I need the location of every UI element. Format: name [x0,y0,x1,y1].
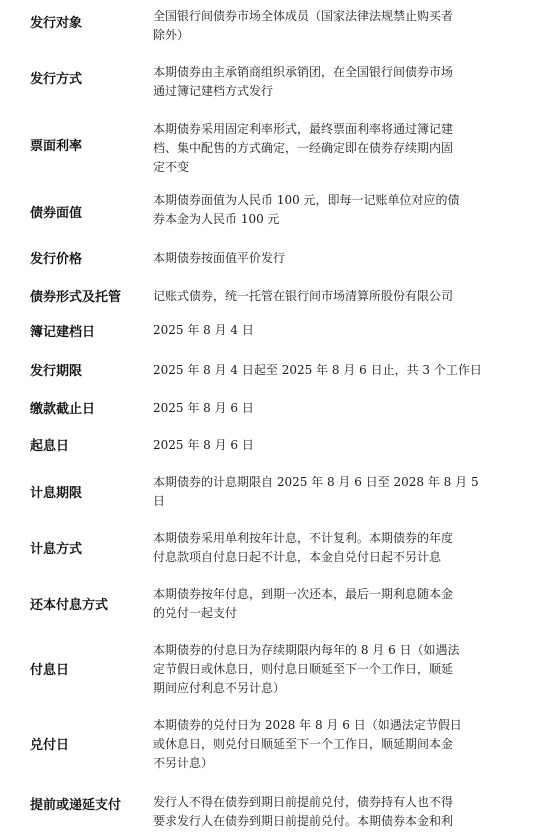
term-value-line: 本期债券由主承销商组织承销团，在全国银行间债券市场 [153,65,454,79]
term-value-line: 2025 年 8 月 4 日起至 2025 年 8 月 6 日止，共 3 个工作日 [153,363,482,377]
term-value-line: 定不变 [153,160,190,174]
term-value [153,793,525,831]
term-value [153,120,525,177]
term-value [153,361,525,380]
term-value-line: 或休息日，则兑付日顺延至下一个工作日，顺延期间本金 [153,737,454,751]
term-value-line: 本期债券按面值平价发行 [153,251,286,265]
term-value [153,191,525,229]
term-value [153,641,525,698]
term-label: 发行对象 [30,16,83,31]
term-value [153,63,525,101]
term-label: 还本付息方式 [30,598,109,613]
term-value-line: 发行人不得在债券到期日前提前兑付，债券持有人也不得 [153,795,454,809]
term-label: 债券形式及托管 [30,290,122,305]
term-value-line: 券本金为人民币 100 元 [153,212,280,226]
term-value [153,529,525,567]
term-value-line: 日 [153,494,166,508]
term-value [153,585,525,623]
term-label: 缴款截止日 [30,402,96,417]
term-value-line: 本期债券采用固定利率形式，最终票面利率将通过簿记建 [153,122,454,136]
term-label: 发行价格 [30,252,83,267]
term-label: 付息日 [30,663,70,678]
term-value-line: 本期债券的兑付日为 2028 年 8 月 6 日（如遇法定节假日 [153,718,462,732]
term-value-line: 本期债券面值为人民币 100 元，即每一记账单位对应的债 [153,193,460,207]
term-label: 提前或递延支付 [30,798,122,813]
term-value-line: 本期债券的付息日为存续期限内每年的 8 月 6 日（如遇法 [153,643,460,657]
term-value-line: 档、集中配售的方式确定，一经确定即在债券存续期内固 [153,141,454,155]
term-value [153,249,525,268]
term-value [153,321,525,340]
term-value-line: 本期债券按年付息，到期一次还本，最后一期利息随本金 [153,587,454,601]
term-label: 发行期限 [30,364,83,379]
term-value-line: 期间应付利息不另计息） [153,681,286,695]
term-label: 计息方式 [30,542,83,557]
term-label: 兑付日 [30,738,70,753]
term-value-line: 付息款项自付息日起不计息，本金自兑付日起不另计息 [153,550,442,564]
term-value [153,436,525,455]
term-value-line: 记账式债券，统一托管在银行间市场清算所股份有限公司 [153,289,454,303]
term-label: 簿记建档日 [30,325,96,340]
term-value [153,399,525,418]
term-label: 起息日 [30,439,70,454]
term-value [153,716,525,773]
term-value [153,473,525,511]
term-value-line: 通过簿记建档方式发行 [153,84,274,98]
term-value-line: 除外） [153,28,190,42]
term-value-line: 本期债券的计息期限自 2025 年 8 月 6 日至 2028 年 8 月 5 [153,475,479,489]
term-label: 票面利率 [30,139,83,154]
term-label: 债券面值 [30,206,83,221]
term-label: 计息期限 [30,486,83,501]
term-label: 发行方式 [30,72,83,87]
term-value-line: 2025 年 8 月 4 日 [153,323,254,337]
term-value-line: 定节假日或休息日，则付息日顺延至下一个工作日，顺延 [153,662,454,676]
term-value [153,7,525,45]
term-value-line: 不另计息） [153,756,214,770]
term-value-line: 全国银行间债券市场全体成员（国家法律法规禁止购买者 [153,9,454,23]
term-value-line: 2025 年 8 月 6 日 [153,438,254,452]
term-value-line: 本期债券采用单利按年计息，不计复利。本期债券的年度 [153,531,454,545]
term-value [153,287,525,306]
term-value-line: 的兑付一起支付 [153,606,238,620]
term-value-line: 2025 年 8 月 6 日 [153,401,254,415]
term-value-line: 要求发行人在债券到期日前提前兑付。本期债券本金和利 [153,814,454,828]
